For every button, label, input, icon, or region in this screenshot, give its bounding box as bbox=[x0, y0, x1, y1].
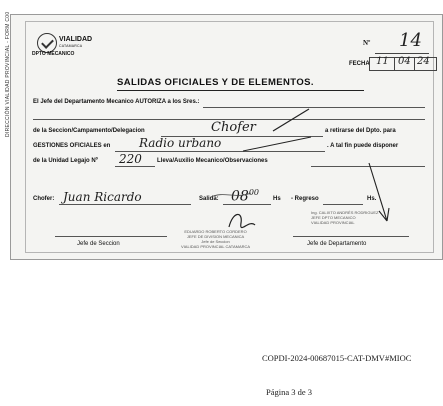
hs-label: Hs bbox=[273, 196, 281, 202]
pen-stroke bbox=[211, 193, 251, 197]
stamp-line: VIALIDAD PROVINCIAL bbox=[311, 220, 355, 225]
side-text: DIRECCIÓN VIALIDAD PROVINCIAL - FORM C00 bbox=[5, 11, 11, 137]
fecha-label: FECHA bbox=[349, 61, 370, 67]
fecha-year: 24 bbox=[417, 56, 430, 67]
logo-subtitle: CATAMARCA bbox=[59, 44, 83, 48]
exit-authorization-form bbox=[5, 11, 443, 260]
chofer-label: Chofer: bbox=[33, 196, 55, 202]
stamp-line: JEFE DPTO MECANICO bbox=[311, 215, 356, 220]
unidad-label: de la Unidad Legajo Nº bbox=[33, 158, 98, 164]
stamp-line: EDUARDO ROBERTO CORDERO bbox=[184, 229, 247, 234]
unidad-suffix: Lleva/Auxilio Mecanico/Observaciones bbox=[157, 158, 268, 164]
logo-brand: VIALIDAD bbox=[59, 36, 93, 43]
regreso-label: - Regreso bbox=[291, 196, 319, 202]
gestiones-value: Radio urbano bbox=[139, 136, 222, 150]
number-label: Nº bbox=[363, 39, 371, 47]
gestiones-suffix: . A tal fin puede disponer bbox=[327, 143, 399, 149]
arrow-mark bbox=[369, 163, 389, 221]
handwritten-marks bbox=[11, 15, 442, 259]
department-label: DPTO MECANICO bbox=[32, 51, 75, 57]
section-suffix: a retirarse del Dpto. para bbox=[325, 128, 396, 134]
chofer-value: Juan Ricardo bbox=[63, 190, 142, 204]
stamp-line: VIALIDAD PROVINCIAL CATAMARCA bbox=[181, 244, 251, 249]
salida-minutes: 00 bbox=[248, 188, 260, 197]
form-title: SALIDAS OFICIALES Y DE ELEMENTOS. bbox=[117, 77, 314, 88]
signature-scribble bbox=[229, 214, 255, 227]
jefe-seccion-label: Jefe de Seccion bbox=[77, 241, 120, 247]
hs-label-2: Hs. bbox=[367, 196, 377, 202]
section-value: Chofer bbox=[211, 120, 256, 135]
strike-mark bbox=[243, 137, 311, 151]
stamp-line: Ing. CALIXTO ANDRÉS RODRIGUEZ bbox=[311, 210, 379, 215]
document-id: COPDI-2024-00687015-CAT-DMV#MIOC bbox=[262, 353, 412, 363]
authorization-line: El Jefe del Departamento Mecanico AUTORIZA a los Sres.: bbox=[33, 99, 200, 105]
salida-label: Salida: bbox=[199, 196, 219, 202]
section-label: de la Seccion/Campamento/Delegacion bbox=[33, 128, 145, 134]
number-value: 14 bbox=[399, 30, 422, 51]
salida-hour: 08 bbox=[231, 188, 249, 205]
jefe-departamento-label: Jefe de Departamento bbox=[307, 241, 367, 247]
gestiones-label: GESTIONES OFICIALES en bbox=[33, 143, 111, 149]
page-number: Página 3 de 3 bbox=[266, 387, 313, 397]
stamp-line: Jefe de Seccion bbox=[201, 239, 230, 244]
fecha-month: 04 bbox=[398, 56, 411, 67]
diagonal-strike-mark bbox=[273, 109, 309, 131]
fecha-day: 11 bbox=[376, 56, 389, 67]
stamp-line: JEFE DE DIVISION MECANICA bbox=[186, 234, 245, 239]
unidad-value: 220 bbox=[119, 152, 142, 166]
